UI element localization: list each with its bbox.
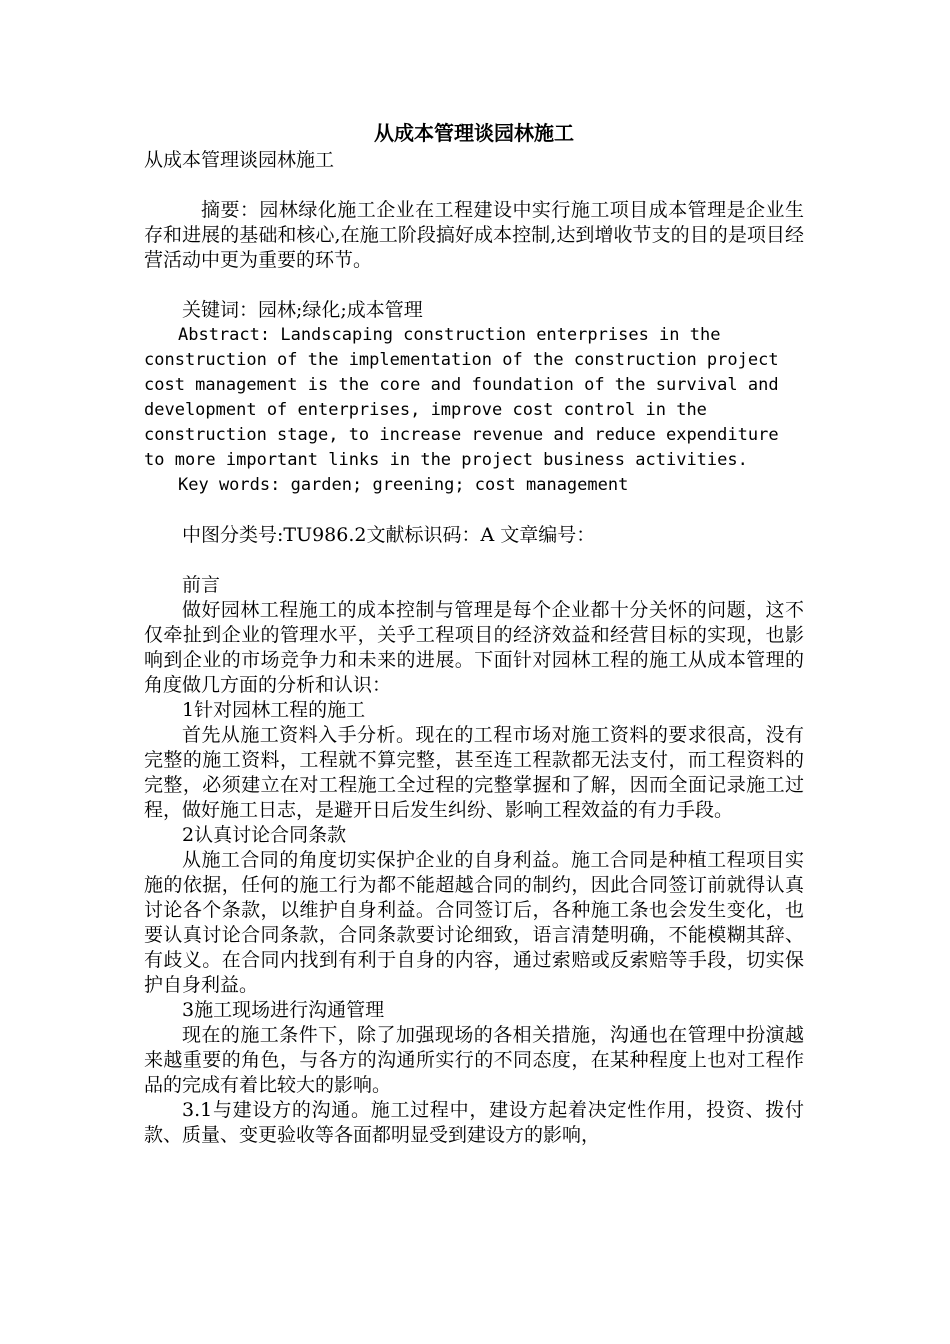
- section-2-body: 从施工合同的角度切实保护企业的自身利益。施工合同是种植工程项目实施的依据，任何的施工行为都不能超越合同的制约，因此合同签订前就得认真讨论各个条款，以维护自身利益。合同签订后，各种施工条也会发生变化，也要认真讨论合同条款，合同条款要讨论细致，语言清楚明确，不能模糊其辞、有歧义。在合同内找到有利于自身的内容，通过索赔或反索赔等手段，切实保护自身利益。: [144, 849, 804, 996]
- preface-heading: 前言: [182, 574, 221, 596]
- section-1-heading: 1针对园林工程的施工: [182, 699, 366, 721]
- keywords-english: Key words: garden; greening; cost management: [178, 475, 629, 495]
- keywords-chinese: 关键词：园林;绿化;成本管理: [182, 299, 423, 321]
- section-2-heading: 2认真讨论合同条款: [182, 824, 347, 846]
- spacer: [144, 548, 804, 573]
- preface-body: 做好园林工程施工的成本控制与管理是每个企业都十分关怀的问题，这不仅牵扯到企业的管理水平，关乎工程项目的经济效益和经营目标的实现，也影响到企业的市场竞争力和未来的进展。下面针对园林工程的施工从成本管理的角度做几方面的分析和认识：: [144, 599, 804, 696]
- section-1-body: 首先从施工资料入手分析。现在的工程市场对施工资料的要求很高，没有完整的施工资料，工程就不算完整，甚至连工程款都无法支付，而工程资料的完整，必须建立在对工程施工全过程的完整掌握和了解，因而全面记录施工过程，做好施工日志，是避开日后发生纠纷、影响工程效益的有力手段。: [144, 724, 804, 821]
- section-3-heading: 3施工现场进行沟通管理: [182, 999, 385, 1021]
- classification-line: 中图分类号:TU986.2文献标识码：A 文章编号：: [182, 524, 596, 546]
- spacer: [144, 498, 804, 523]
- document-subtitle: 从成本管理谈园林施工: [144, 149, 335, 171]
- section-3-1-body: 3.1与建设方的沟通。施工过程中，建设方起着决定性作用，投资、拨付款、质量、变更验收等各面都明显受到建设方的影响，: [144, 1099, 804, 1146]
- abstract-english: Abstract: Landscaping construction enterprises in the construction of the implementation of the construction project cost management is the core and foundation of the survival and development of enterprises, improve cost control in the construction stage, to increase revenue and reduce expenditure to more important links in the project business activities.: [144, 325, 779, 470]
- document-page: [144, 118, 804, 1148]
- abstract-chinese: 摘要：园林绿化施工企业在工程建设中实行施工项目成本管理是企业生存和进展的基础和核心,在施工阶段搞好成本控制,达到增收节支的目的是项目经营活动中更为重要的环节。: [144, 199, 804, 271]
- document-title: 从成本管理谈园林施工: [374, 121, 574, 145]
- section-3-body: 现在的施工条件下，除了加强现场的各相关措施，沟通也在管理中扮演越来越重要的角色，与各方的沟通所实行的不同态度，在某种程度上也对工程作品的完成有着比较大的影响。: [144, 1024, 804, 1096]
